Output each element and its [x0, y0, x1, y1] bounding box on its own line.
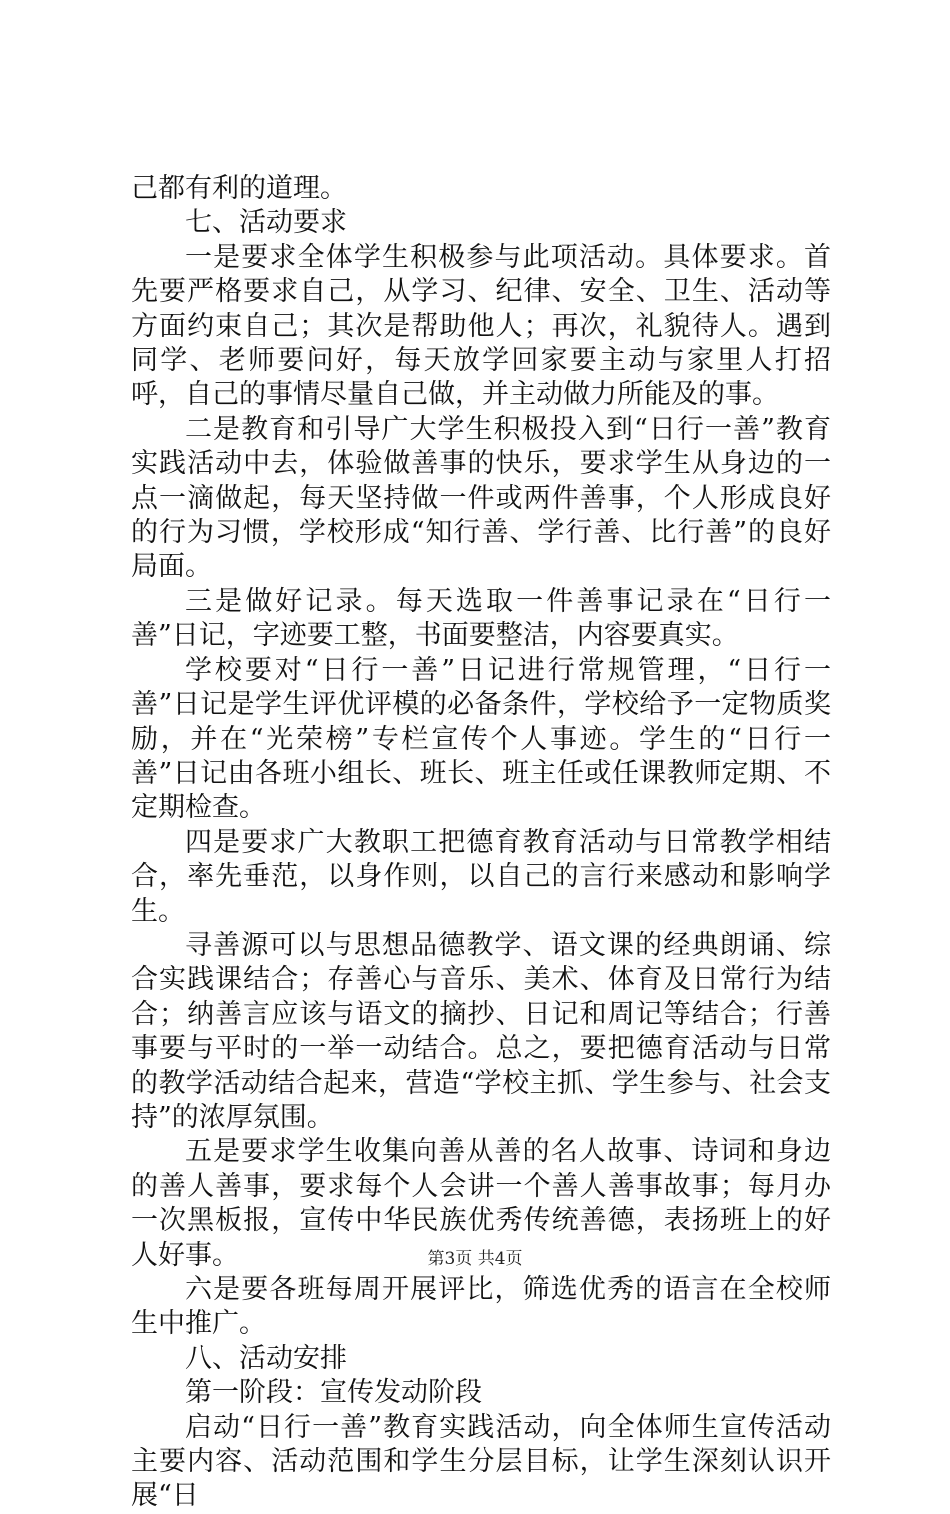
paragraph: 学校要对“日行一善”日记进行常规管理，“日行一善”日记是学生评优评模的必备条件，学校给予一定物质奖励，并在“光荣榜”专栏宣传个人事迹。学生的“日行一善”日记由各班小组长、班长、班主任或任课教师定期、不定期检查。	[131, 654, 831, 824]
page-number-footer: 第3页 共4页	[427, 1249, 523, 1269]
paragraph: 三是做好记录。每天选取一件善事记录在“日行一善”日记，字迹要工整，书面要整洁，内容要真实。	[131, 585, 831, 652]
paragraph: 六是要各班每周开展评比，筛选优秀的语言在全校师生中推广。	[131, 1274, 831, 1340]
paragraph: 启动“日行一善”教育实践活动，向全体师生宣传活动主要内容、活动范围和学生分层目标，让学生深刻认识开展“日	[131, 1411, 831, 1512]
paragraph: 四是要求广大教职工把德育教育活动与日常教学相结合，率先垂范，以身作则，以自己的言行来感动和影响学生。	[131, 826, 831, 927]
subsection-heading: 第一阶段：宣传发动阶段	[185, 1377, 482, 1409]
document-body	[131, 172, 831, 1514]
paragraph: 五是要求学生收集向善从善的名人故事、诗词和身边的善人善事，要求每个人会讲一个善人善事故事；每月办一次黑板报，宣传中华民族优秀传统善德，表扬班上的好人好事。	[131, 1136, 831, 1271]
paragraph: 寻善源可以与思想品德教学、语文课的经典朗诵、综合实践课结合；存善心与音乐、美术、体育及日常行为结合；纳善言应该与语文的摘抄、日记和周记等结合；行善事要与平时的一举一动结合。总之，要把德育活动与日常的教学活动结合起来，营造“学校主抓、学生参与、社会支持”的浓厚氛围。	[131, 929, 831, 1133]
section-heading: 七、活动要求	[185, 207, 347, 239]
section-heading: 八、活动安排	[185, 1342, 347, 1374]
paragraph: 一是要求全体学生积极参与此项活动。具体要求。首先要严格要求自己，从学习、纪律、安全、卫生、活动等方面约束自己；其次是帮助他人；再次，礼貌待人。遇到同学、老师要问好，每天放学回家要主动与家里人打招呼，自己的事情尽量自己做，并主动做力所能及的事。	[131, 241, 831, 411]
paragraph: 己都有利的道理。	[131, 173, 347, 204]
paragraph: 二是教育和引导广大学生积极投入到“日行一善”教育实践活动中去，体验做善事的快乐，要求学生从身边的一点一滴做起，每天坚持做一件或两件善事，个人形成良好的行为习惯，学校形成“知行善、学行善、比行善”的良好局面。	[131, 413, 831, 583]
